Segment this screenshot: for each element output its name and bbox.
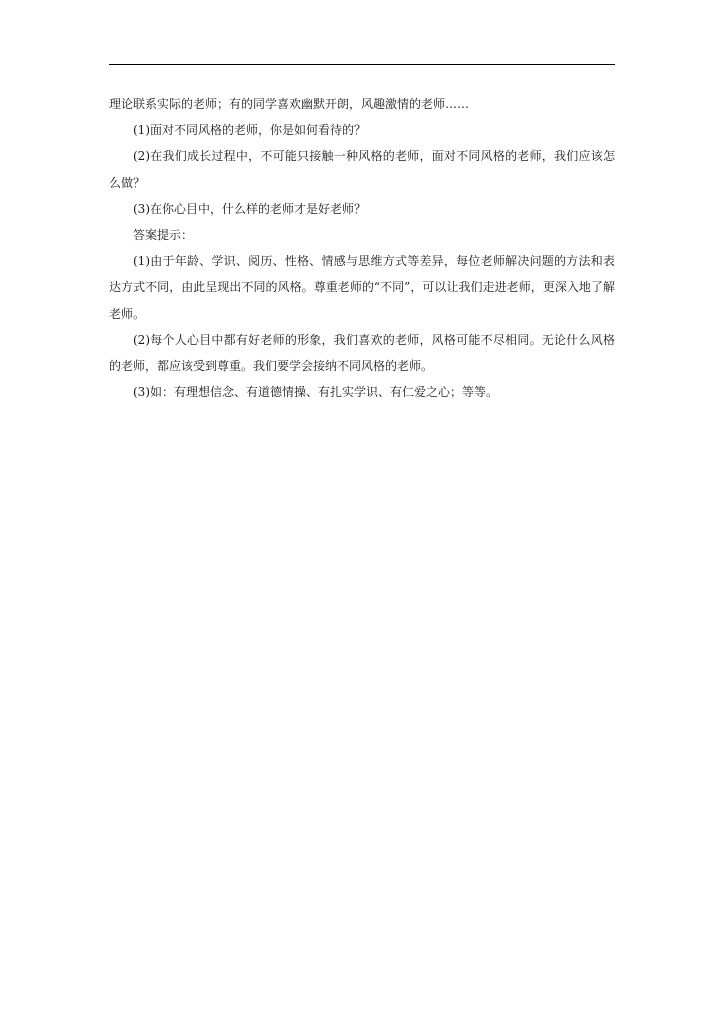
answer-heading: 答案提示： <box>133 228 194 243</box>
answer-2: (2)每个人心目中都有好老师的形象，我们喜欢的老师，风格可能不尽相同。无论什么风格的老师，都应该受到尊重。我们要学会接纳不同风格的老师。 <box>109 332 615 374</box>
header-divider <box>109 64 615 65</box>
question-1: (1)面对不同风格的老师，你是如何看待的？ <box>133 123 366 138</box>
paragraph-continuation: 理论联系实际的老师；有的同学喜欢幽默开朗，风趣激情的老师…… <box>109 97 470 111</box>
document-body <box>109 91 615 405</box>
question-2: (2)在我们成长过程中，不可能只接触一种风格的老师，面对不同风格的老师，我们应该怎么做？ <box>109 149 615 190</box>
question-3: (3)在你心目中，什么样的老师才是好老师？ <box>133 201 366 216</box>
answer-1: (1)由于年龄、学识、阅历、性格、情感与思维方式等差异，每位老师解决问题的方法和表达方式不同，由此呈现出不同的风格。尊重老师的“不同”，可以让我们走进老师，更深入地了解老师。 <box>109 254 615 321</box>
answer-3: (3)如：有理想信念、有道德情操、有扎实学识、有仁爱之心；等等。 <box>133 385 499 400</box>
